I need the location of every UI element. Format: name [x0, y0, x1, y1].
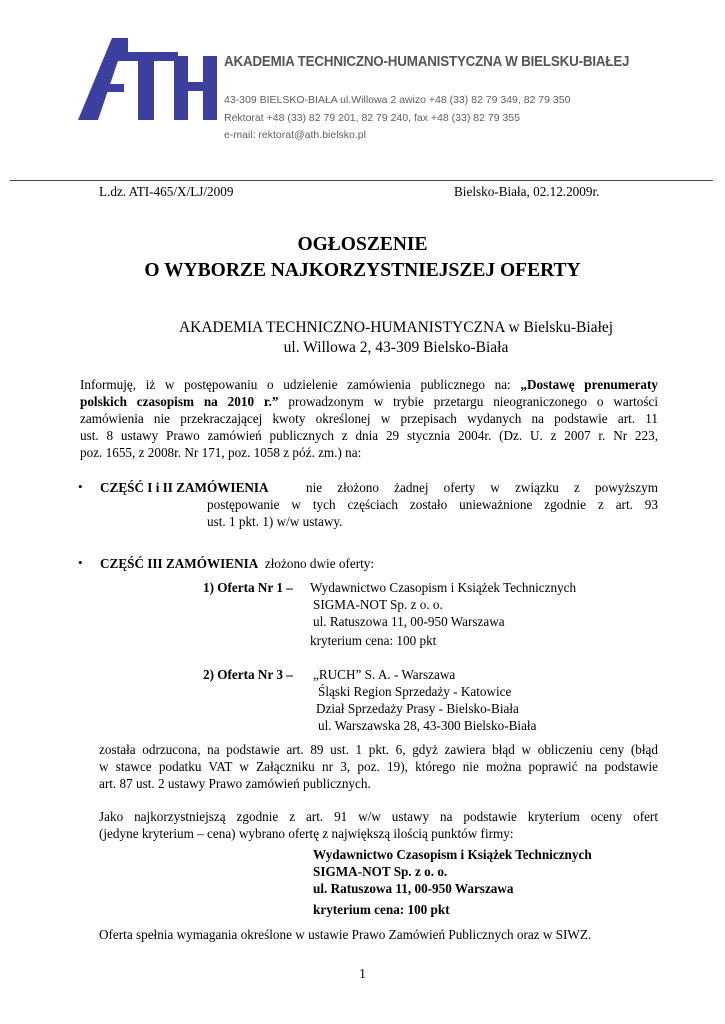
ath-logo: [78, 38, 223, 120]
part-1-2-label: CZĘŚĆ I i II ZAMÓWIENIA: [100, 480, 269, 495]
logo-letter-t-stem: [138, 52, 154, 120]
part-1-2-line: ust. 1 pkt. 1) w/w ustawy.: [207, 514, 343, 529]
rejection-paragraph: [99, 741, 658, 792]
selection-line: (jedyne kryterium – cena) wybrano ofertę z największą ilością punktów firmy:: [99, 826, 514, 841]
part-3-label: CZĘŚĆ III ZAMÓWIENIA: [100, 556, 259, 571]
bullet: •: [78, 479, 83, 494]
offer-1-line-3: ul. Ratuszowa 11, 00-950 Warszawa: [313, 614, 505, 629]
intro-text: poz. 1655, z 2008r. Nr 171, poz. 1058 z póź. zm.) na:: [80, 445, 362, 460]
offer-1-line-4: kryterium cena: 100 pkt: [310, 633, 437, 648]
offer-1-label: 1) Oferta Nr 1 –: [203, 580, 293, 595]
intro-text: zamówienia nie przekraczającej kwoty określonej w przepisach wydanych na podstawie art. 11: [80, 411, 658, 426]
bullet: •: [78, 555, 83, 570]
page-number: 1: [359, 966, 366, 981]
intro-text: Informuję, iż w postępowaniu o udzielenie zamówienia publicznego na:: [80, 377, 521, 392]
offer-1-line-2: SIGMA-NOT Sp. z o. o.: [313, 597, 443, 612]
final-note: Oferta spełnia wymagania określone w ustawie Prawo Zamówień Publicznych oraz w SIWZ.: [99, 927, 592, 942]
offer-2-line-4: ul. Warszawska 28, 43-300 Bielsko-Biała: [318, 718, 537, 733]
selection-paragraph: [99, 808, 658, 842]
winner-line-3: ul. Ratuszowa 11, 00-950 Warszawa: [313, 881, 514, 896]
address-line: 43-309 BIELSKO-BIAŁA ul.Willowa 2 awizo +48 (33) 82 79 349, 82 79 350: [224, 94, 571, 106]
logo-letter-h-bar: [174, 82, 217, 91]
offer-2-line-3: Dział Sprzedaży Prasy - Bielsko-Biała: [316, 701, 519, 716]
header-divider: [10, 180, 713, 181]
intro-text: prowadzonym w trybie przetargu nieograniczonego o wartości: [278, 394, 659, 409]
org-line-2: ul. Willowa 2, 43-309 Bielsko-Biała: [283, 339, 509, 356]
offer-1-line-1: Wydawnictwo Czasopism i Książek Technicznych: [310, 580, 577, 595]
rejection-line: została odrzucona, na podstawie art. 89 ust. 1 pkt. 6, gdyż zawiera błąd w obliczeniu ceny (błąd: [99, 742, 658, 757]
intro-text: ust. 8 ustawy Prawo zamówień publicznych z dnia 29 stycznia 2004r. (Dz. U. z 2007 r. Nr 223,: [80, 428, 658, 443]
subject-bold: „Dostawę prenumeraty: [520, 377, 659, 392]
intro-paragraph: [80, 376, 658, 461]
part-3-text: złożono dwie oferty:: [264, 556, 375, 571]
selection-line: Jako najkorzystniejszą zgodnie z art. 91 w/w ustawy na podstawie kryterium oceny ofert: [99, 809, 658, 824]
winner-line-4: kryterium cena: 100 pkt: [313, 902, 450, 917]
org-line-1: AKADEMIA TECHNICZNO-HUMANISTYCZNA w Bielsku-Białej: [178, 319, 614, 336]
title-line-2: O WYBORZE NAJKORZYSTNIEJSZEJ OFERTY: [144, 260, 581, 281]
place-date: Bielsko-Biała, 02.12.2009r.: [454, 184, 600, 199]
winner-line-2: SIGMA-NOT Sp. z o. o.: [313, 864, 448, 879]
title-line-1: OGŁOSZENIE: [297, 234, 428, 255]
logo-letter-a-bar: [96, 84, 124, 92]
part-1-2-text-first: [306, 479, 658, 496]
offer-2-line-1: „RUCH” S. A. - Warszawa: [313, 667, 456, 682]
part-1-2-line: nie złożono żadnej oferty w związku z powyższym: [306, 480, 658, 495]
subject-bold-cont: polskich czasopism na 2010 r.”: [80, 394, 279, 409]
rector-line: Rektorat +48 (33) 82 79 201, 82 79 240, fax +48 (33) 82 79 355: [224, 112, 520, 124]
logo-letter-a: [78, 38, 128, 120]
part-3-line: [100, 555, 374, 572]
institution-name: AKADEMIA TECHNICZNO-HUMANISTYCZNA W BIELSKU-BIAŁEJ: [224, 54, 630, 70]
rejection-line: art. 87 ust. 2 ustawy Prawo zamówień publicznych.: [99, 776, 371, 791]
winner-line-1: Wydawnictwo Czasopism i Książek Technicznych: [313, 847, 592, 862]
email-line: e-mail: rektorat@ath.bielsko.pl: [224, 129, 366, 141]
offer-2-line-2: Śląski Region Sprzedaży - Katowice: [318, 684, 512, 699]
part-1-2-line: postępowanie w tych częściach zostało unieważnione zgodnie z art. 93: [207, 497, 658, 512]
offer-2-label: 2) Oferta Nr 3 –: [203, 667, 293, 682]
reference-number: L.dz. ATI-465/X/LJ/2009: [99, 184, 234, 199]
rejection-line: w stawce podatku VAT w Załączniku nr 3, poz. 19), którego nie można poprawić na podstawie: [99, 759, 658, 774]
part-1-2-text-rest: [207, 496, 658, 530]
